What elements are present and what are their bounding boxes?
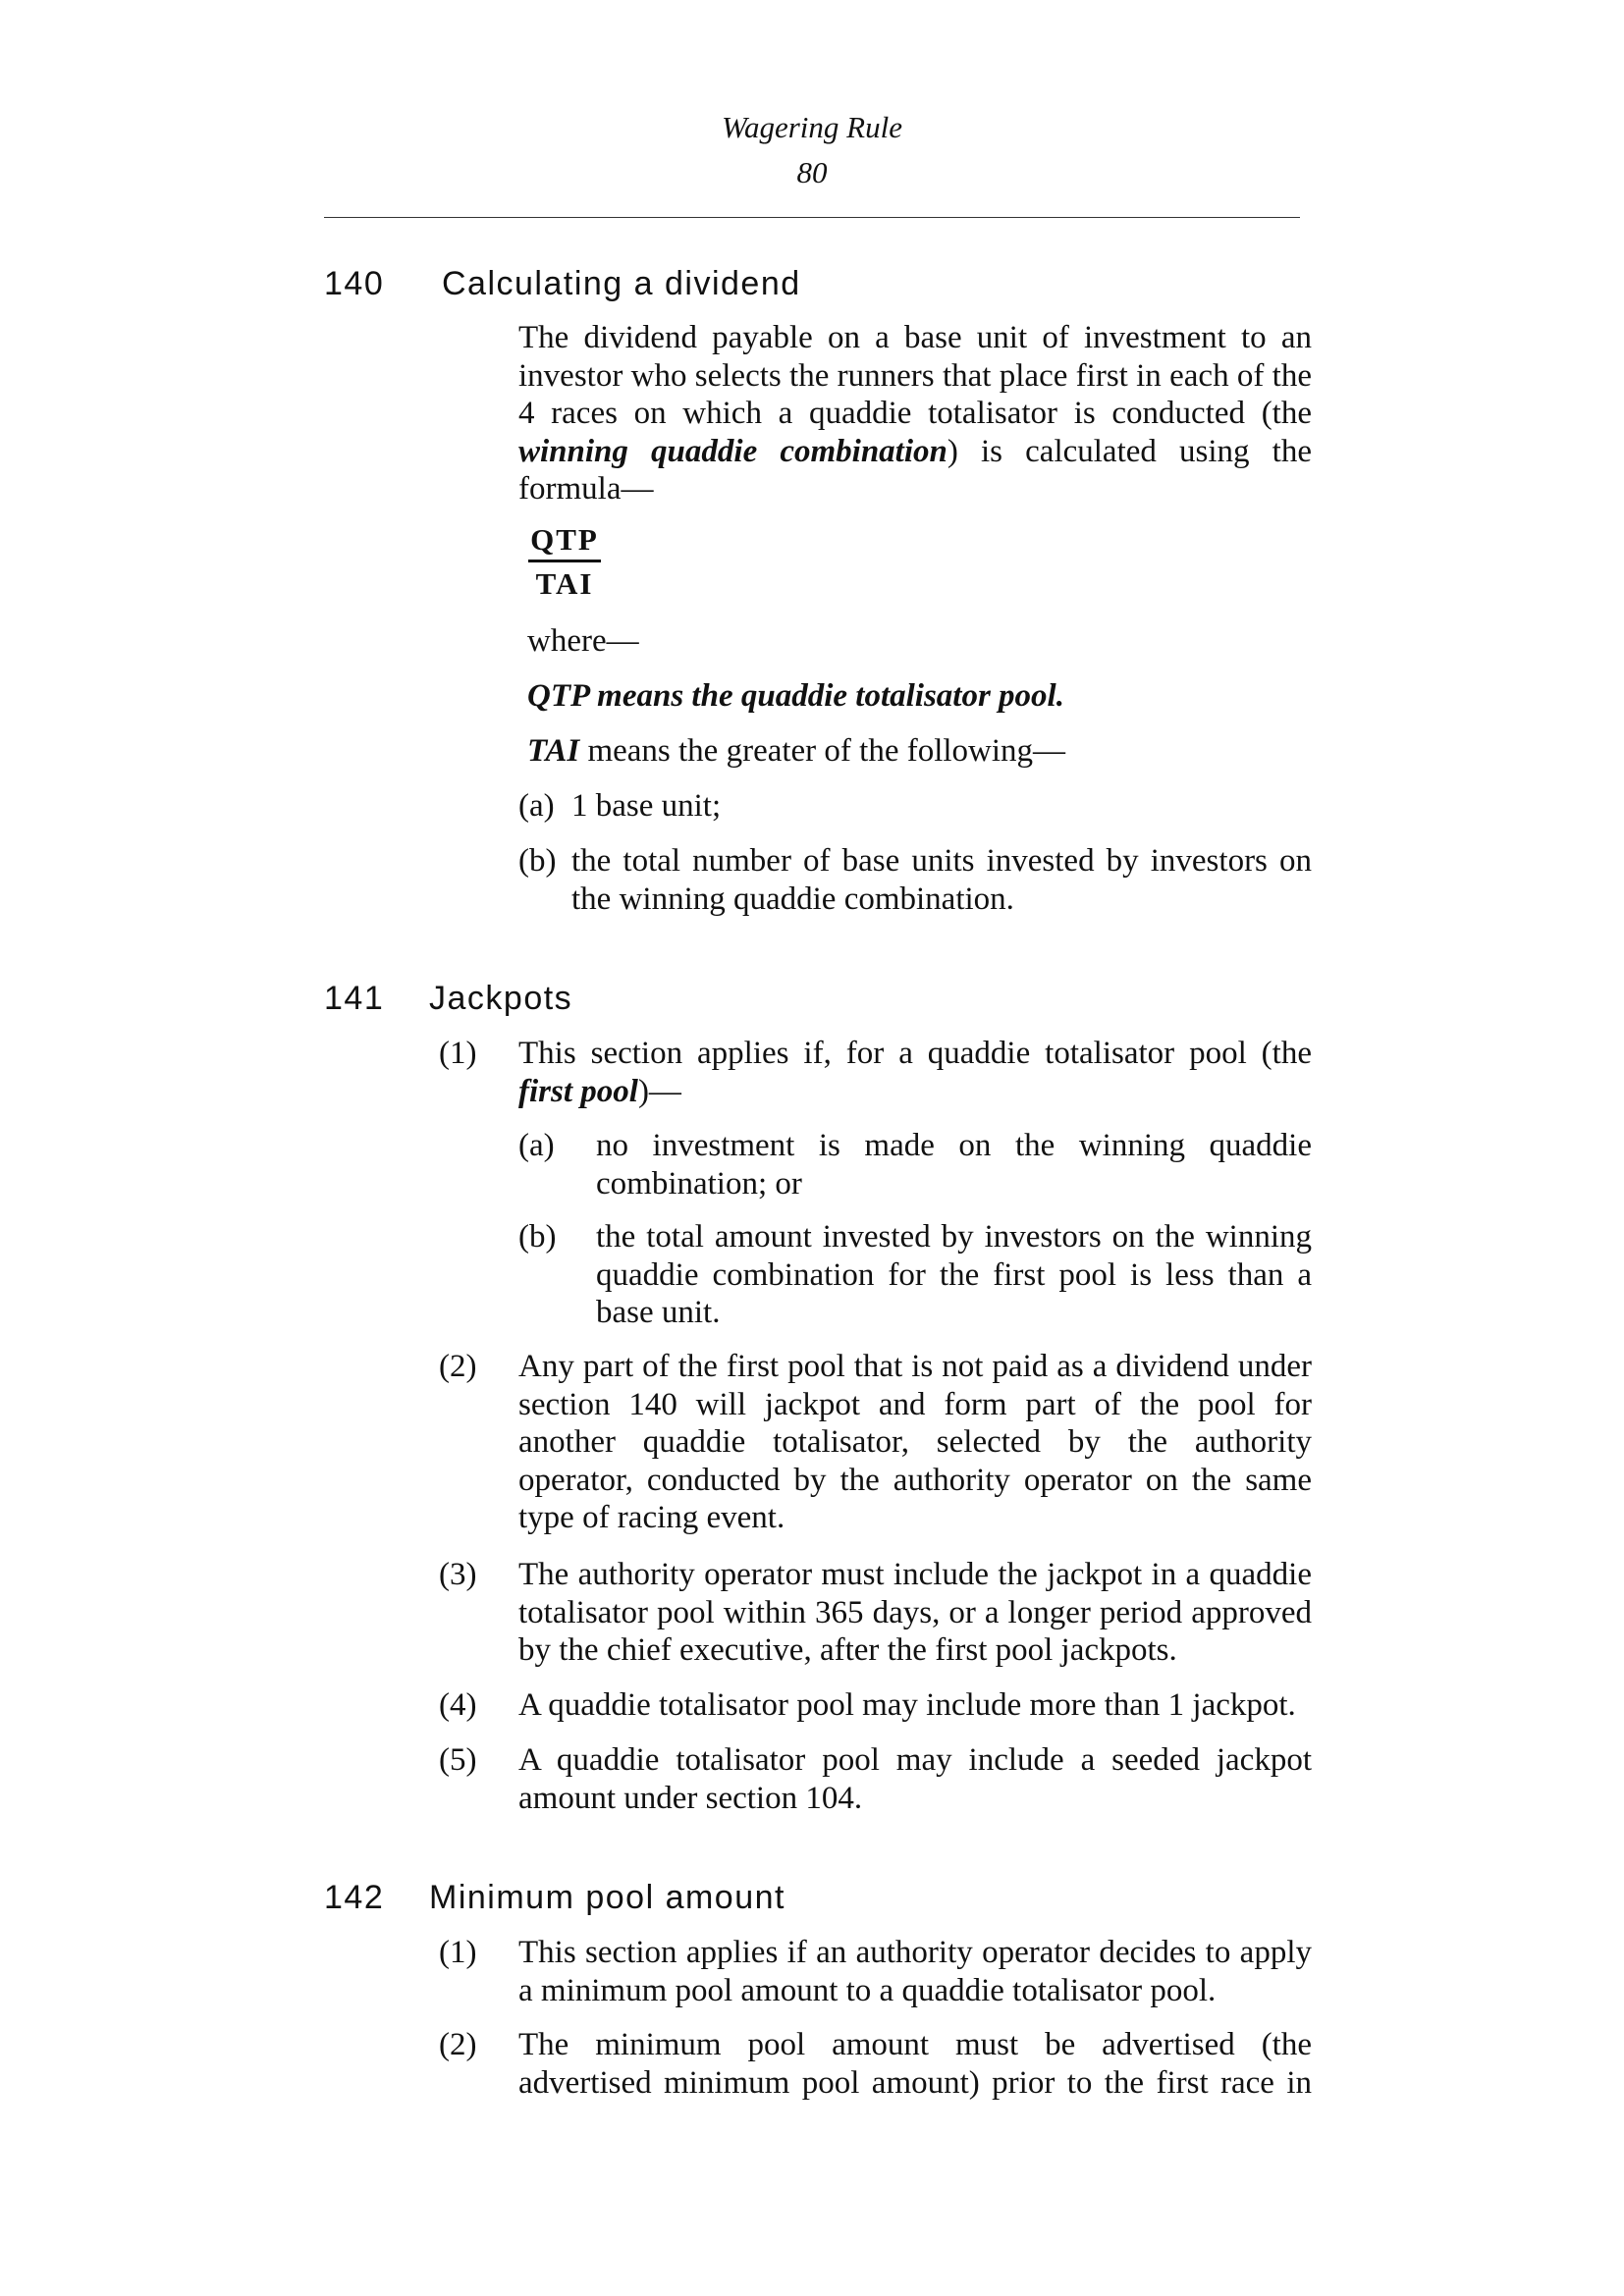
definition-tai: TAI means the greater of the following— <box>527 733 1066 769</box>
subsection-label: (1) <box>439 1935 477 1970</box>
header-divider <box>324 217 1300 218</box>
section-140-number: 140 <box>324 265 385 302</box>
item-label: (a) <box>518 788 555 824</box>
subsection-label: (5) <box>439 1742 477 1778</box>
subsection-label: (2) <box>439 1349 477 1384</box>
paragraph-text: no investment is made on the winning quaddie combination; or <box>596 1128 1312 1201</box>
paragraph-label: (a) <box>518 1128 555 1163</box>
subsection-text: This section applies if, for a quaddie totalisator pool (the first pool)— <box>518 1036 1312 1109</box>
subsection-text: A quaddie totalisator pool may include more than 1 jackpot. <box>518 1687 1296 1723</box>
subsection-label: (2) <box>439 2027 477 2062</box>
formula-fraction-bar <box>528 560 601 562</box>
subsection-text: Any part of the first pool that is not paid as a dividend under section 140 will jackpot and form part of the pool for another quaddie totalisator, selected by the authority operator, conducted by the authority operator on the same type of racing event. <box>518 1349 1312 1535</box>
formula-denominator: TAI <box>535 566 594 601</box>
subsection-text: A quaddie totalisator pool may include a seeded jackpot amount under section 104. <box>518 1742 1312 1816</box>
running-header-title: Wagering Rule <box>722 110 902 144</box>
item-text: 1 base unit; <box>571 788 722 824</box>
section-141-heading: Jackpots <box>429 980 573 1017</box>
subsection-label: (1) <box>439 1036 477 1071</box>
paragraph-label: (b) <box>518 1219 557 1255</box>
section-140-heading: Calculating a dividend <box>442 265 801 302</box>
formula-numerator: QTP <box>530 522 599 557</box>
defined-term-first-pool: first pool <box>518 1073 638 1109</box>
section-142-heading: Minimum pool amount <box>429 1879 785 1916</box>
where-label: where— <box>527 623 639 659</box>
subsection-text: This section applies if an authority operator decides to apply a minimum pool amount to a quaddie totalisator pool. <box>518 1935 1312 2008</box>
paragraph-text: the total amount invested by investors on the winning quaddie combination for the first pool is less than a base unit. <box>596 1219 1312 1330</box>
subsection-text: The minimum pool amount must be advertised (the advertised minimum pool amount) prior to the first race in <box>518 2027 1312 2101</box>
section-140-paragraph: The dividend payable on a base unit of investment to an investor who selects the runners that place first in each of the 4 races on which a quaddie totalisator is conducted (the winning quaddie combination) is calculated using the formula— <box>518 320 1312 507</box>
definition-qtp: QTP means the quaddie totalisator pool. <box>527 678 1064 714</box>
subsection-label: (3) <box>439 1557 477 1592</box>
subsection-text: The authority operator must include the jackpot in a quaddie totalisator pool within 365 days, or a longer period approved by the chief executive, after the first pool jackpots. <box>518 1557 1312 1668</box>
item-label: (b) <box>518 843 557 879</box>
formula <box>528 522 601 602</box>
item-text: the total number of base units invested by investors on the winning quaddie combination. <box>571 843 1312 917</box>
defined-term-winning-quaddie-combination: winning quaddie combination <box>518 433 947 469</box>
subsection-label: (4) <box>439 1687 477 1723</box>
page-number: 80 <box>796 155 828 189</box>
section-141-number: 141 <box>324 980 385 1017</box>
section-142-number: 142 <box>324 1879 385 1916</box>
